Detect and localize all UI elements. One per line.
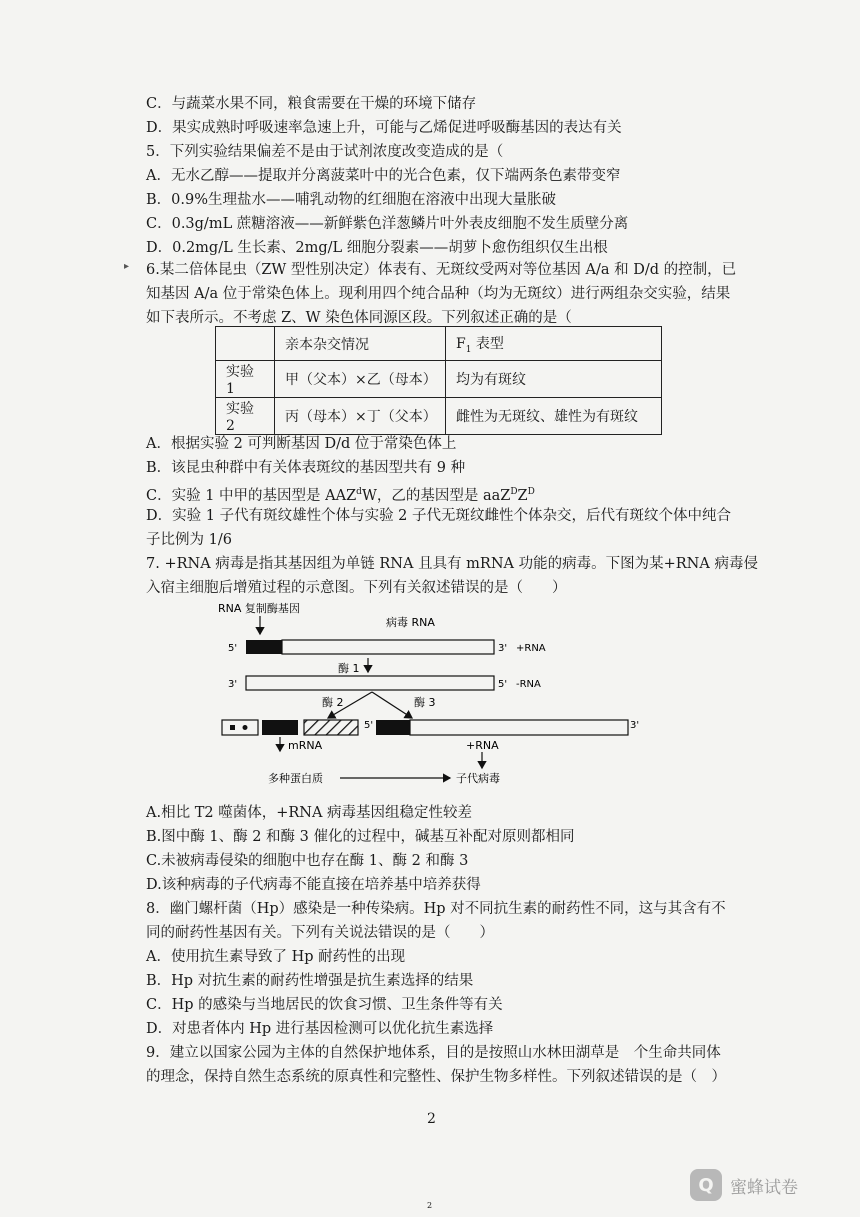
option-d-q6: D．实验 1 子代有斑纹雄性个体与实验 2 子代无斑纹雌性个体杂交，后代有斑纹个体中纯合 [146,508,732,524]
option-b-q6: B．该昆虫种群中有关体表斑纹的基因型共有 9 种 [146,460,466,476]
new-replicase-gene-block [376,720,410,735]
table-header-cell [216,327,275,361]
footer-page-number: 2 [427,1201,433,1210]
three-prime-label: 3' [228,679,238,690]
segment-dot [243,725,248,730]
rna-replicase-gene-label: RNA 复制酶基因 [218,602,300,615]
mrna-segment-2 [262,720,298,735]
plus-rna-output-label: +RNA [466,739,499,752]
logo-text: 蜜蜂试卷 [730,1177,798,1198]
table-row [216,398,662,435]
question-7-stem-1: 7. +RNA 病毒是指其基因组为单链 RNA 且具有 mRNA 功能的病毒。下图为某+RNA 病毒侵 [146,556,758,572]
question-9-stem-2: 的理念，保持自然生态系统的原真性和完整性、保护生物多样性。下列叙述错误的是（ ） [146,1069,726,1085]
enzyme-2-label: 酶 2 [322,696,344,709]
minus-rna-strand [246,676,494,690]
option-b-q5: B．0.9%生理盐水——哺乳动物的红细胞在溶液中出现大量胀破 [146,192,556,208]
table-cell: 实验 1 [216,361,275,398]
question-8-stem-1: 8．幽门螺杆菌（Hp）感染是一种传染病。Hp 对不同抗生素的耐药性不同，这与其含有不 [146,901,726,917]
page-number: 2 [427,1111,436,1127]
virus-rna-label: 病毒 RNA [386,616,435,629]
plus-rna-label: +RNA [516,643,546,654]
option-d-q7: D.该种病毒的子代病毒不能直接在培养基中培养获得 [146,877,481,893]
five-prime-label: 5' [364,720,374,731]
five-prime-label: 5' [498,679,508,690]
replicase-gene-block [246,640,282,654]
option-c-q4: C．与蔬菜水果不同，粮食需要在干燥的环境下储存 [146,96,477,112]
margin-mark: ▸ [124,261,130,272]
question-6-stem-3: 如下表所示。不考虑 Z、W 染色体同源区段。下列叙述正确的是（ [146,310,572,326]
option-c-q5: C．0.3g/mL 蔗糖溶液——新鲜紫色洋葱鳞片叶外表皮细胞不发生质壁分离 [146,216,629,232]
option-d-q4: D．果实成熟时呼吸速率急速上升，可能与乙烯促进呼吸酶基因的表达有关 [146,120,622,136]
table-cell: 丙（母本）×丁（父本） [275,398,446,435]
progeny-virus-label: 子代病毒 [456,772,500,785]
option-a-q6: A．根据实验 2 可判断基因 D/d 位于常染色体上 [146,436,457,452]
watermark-logo [690,1169,798,1201]
logo-icon: Q [690,1169,722,1201]
question-8-stem-2: 同的耐药性基因有关。下列有关说法错误的是（ ） [146,925,494,941]
five-prime-label: 5' [228,643,238,654]
option-c-q6: C．实验 1 中甲的基因型是 AAZ$^d$W，乙的基因型是 $aaZ^DZ^D$ [146,487,535,504]
three-prime-label: 3' [498,643,508,654]
new-plus-rna-strand [410,720,628,735]
table-cell: 均为有斑纹 [446,361,662,398]
table-header-cell: 亲本杂交情况 [275,327,446,361]
question-6-stem-1: 6.某二倍体昆虫（ZW 型性别决定）体表有、无斑纹受两对等位基因 A/a 和 D/d 的控制，已 [146,262,737,278]
mrna-segment-3 [304,720,358,735]
option-c-q8: C．Hp 的感染与当地居民的饮食习惯、卫生条件等有关 [146,997,503,1013]
three-prime-label: 3' [630,720,640,731]
option-d-q6-cont: 子比例为 1/6 [146,532,232,548]
mrna-segment-1 [222,720,258,735]
question-9-stem-1: 9．建立以国家公园为主体的自然保护地体系，目的是按照山水林田湖草是 个生命共同体 [146,1045,721,1061]
proteins-label: 多种蛋白质 [268,772,323,785]
table-header-row [216,327,662,361]
table-cell: 实验 2 [216,398,275,435]
option-d-q8: D．对患者体内 Hp 进行基因检测可以优化抗生素选择 [146,1021,494,1037]
enzyme-1-label: 酶 1 [338,662,360,675]
question-7-stem-2: 入宿主细胞后增殖过程的示意图。下列有关叙述错误的是（ ） [146,580,567,596]
rna-replication-diagram [200,600,660,792]
table-cell: 雌性为无斑纹、雄性为有斑纹 [446,398,662,435]
enzyme-3-label: 酶 3 [414,696,436,709]
option-a-q8: A．使用抗生素导致了 Hp 耐药性的出现 [146,949,406,965]
cross-experiment-table [215,326,662,435]
question-5-stem: 5．下列实验结果偏差不是由于试剂浓度改变造成的是（ [146,144,504,160]
option-b-q7: B.图中酶 1、酶 2 和酶 3 催化的过程中，碱基互补配对原则都相同 [146,829,575,845]
question-6-stem-2: 知基因 A/a 位于常染色体上。现利用四个纯合品种（均为无斑纹）进行两组杂交实验，结果 [146,286,731,302]
option-a-q7: A.相比 T2 噬菌体，+RNA 病毒基因组稳定性较差 [146,805,473,821]
minus-rna-label: -RNA [516,679,541,690]
enzyme-3-arrow [372,692,412,718]
option-d-q5: D．0.2mg/L 生长素、2mg/L 细胞分裂素——胡萝卜愈伤组织仅生出根 [146,240,608,256]
table-cell: 甲（父本）×乙（母本） [275,361,446,398]
segment-dot [230,725,235,730]
option-c-q7: C.未被病毒侵染的细胞中也存在酶 1、酶 2 和酶 3 [146,853,469,869]
option-a-q5: A．无水乙醇——提取并分离菠菜叶中的光合色素，仅下端两条色素带变窄 [146,168,621,184]
table-row [216,361,662,398]
option-b-q8: B．Hp 对抗生素的耐药性增强是抗生素选择的结果 [146,973,474,989]
plus-rna-strand [282,640,494,654]
mrna-label: mRNA [288,739,323,752]
table-header-cell: $F_1$ 表型 [446,327,662,361]
